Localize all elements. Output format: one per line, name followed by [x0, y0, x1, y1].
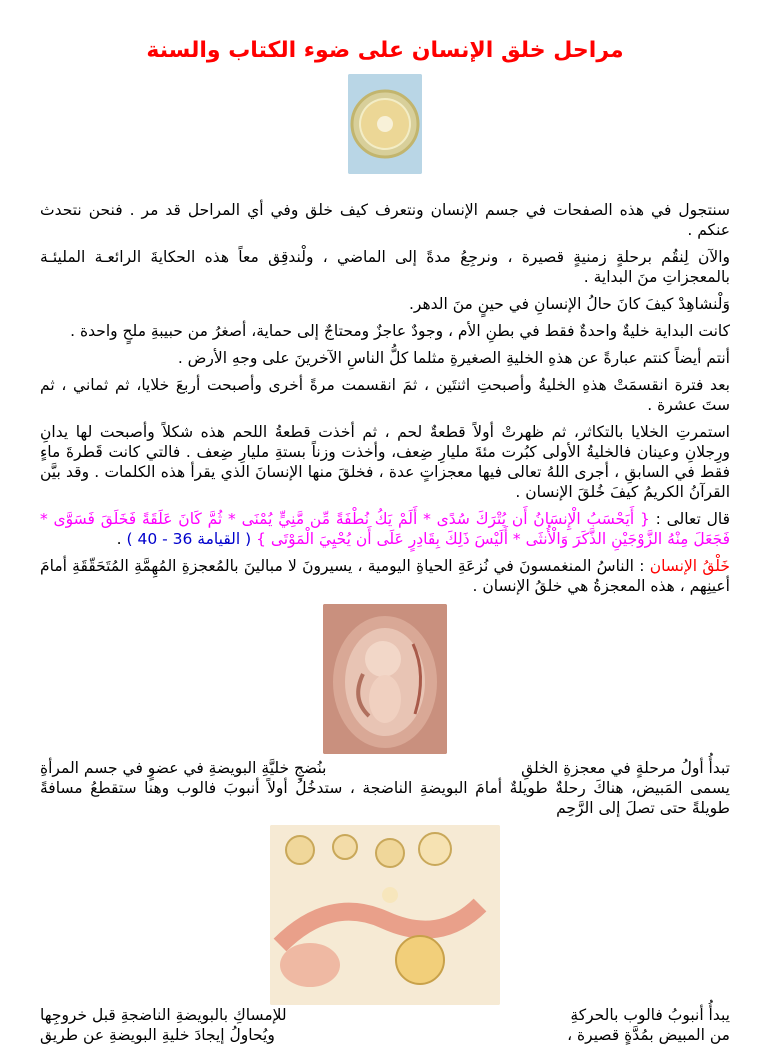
- khalq-label: خَلْقُ الإنسان: [649, 557, 730, 575]
- egg-cell-image: [348, 74, 422, 174]
- fallopian-paragraph: [40, 1005, 730, 1045]
- page-title: مراحل خلق الإنسان على ضوء الكتاب والسنة: [146, 38, 624, 63]
- ovary-line-left: بنُضجِ خليَّةِ البويضةِ في عضوٍ في جسم المرأةِ: [40, 759, 327, 777]
- quran-quote: [40, 509, 730, 549]
- ovary-paragraph: [40, 758, 730, 818]
- khalq-paragraph: [40, 556, 730, 596]
- fallopian-line-2: [40, 1025, 730, 1045]
- fallopian-line1-right: يبدأُ أنبوبُ فالوب بالحركةِ: [570, 1006, 730, 1024]
- paragraph-journey: والآن لِنقُم برحلةٍ زمنيةٍ قصيرة ، ونرجِعُ مدةً إلى الماضي ، ولْندقِق معاً هذه الحكايةَ الرائعـة المليئـة بالمعجزاتِ منَ البداية .: [40, 248, 730, 286]
- paragraph-observe: وَلْنشاهِدْ كيفَ كانَ حالُ الإنسانِ في حينٍ منَ الدهر.: [408, 295, 730, 313]
- reproductive-illustration: [270, 825, 500, 1005]
- paragraph-intro: سنتجول في هذه الصفحات في جسم الإنسان ونتعرف كيف خلق وفي أي المراحل قد مر . فنحن نتحدث عنكم .: [40, 201, 730, 239]
- quran-end: .: [116, 530, 127, 548]
- paragraph-beginning: كانت البداية خليةٌ واحدةٌ فقط في بطنِ الأم ، وجودٌ عاجزٌ ومحتاجٌ إلى حماية، أصغرُ من حبيبةِ ملحٍ واحدة .: [70, 322, 730, 340]
- paragraph-growth: استمرتِ الخلايا بالتكاثر، ثم ظهرتْ أولاً قطعةٌ لحم ، ثم أخذت قطعةُ اللحم هذه شكلاً وأصبحت لها يدانِ ورِجلانِ وعينان فالخليةُ الأولى كبُرت مئةَ مليارِ ضِعف، وأخذت وزناً بستةِ مليارِ ضِعف . فالتي كانت قَطرةَ ماءٍ فقط في السابقِ ، أجرى اللهُ تعالى فيها معجزاتٍ عدة ، فخلقَ منها الإنسانَ الذي يقرأ هذه الكلمات . وقد بيَّن القرآنُ الكريمُ كيفَ خُلقَ الإنسان .: [40, 423, 730, 501]
- document-page: [40, 30, 730, 1045]
- fetus-illustration: [323, 604, 447, 754]
- ovary-line-right: تبدأُ أولُ مرحلةٍ في معجزةِ الخلقِ: [521, 759, 730, 777]
- reproductive-system-image: [270, 825, 500, 1005]
- fetus-image: [323, 604, 447, 754]
- khalq-text: : الناسُ المنغمسونَ في نُزعَةِ الحياةِ اليومية ، يسيرونَ لا مبالينَ بالمُعجزةِ المُهِمَّةِ المُتَحَقّقَةِ أمامَ أعينِهم ، هذه المعجزةُ هي خلقُ الإنسان .: [40, 557, 730, 595]
- paragraph-you-too: أنتم أيضاً كنتم عبارةً عن هذهِ الخليةِ الصغيرةِ مثلما كلُّ الناسِ الآخرينَ على وجهِ الأرض .: [177, 349, 730, 367]
- fallopian-line-1: [40, 1005, 730, 1025]
- ovary-rest: يسمى المَبيض، هناكَ رحلةٌ طويلةٌ أمامَ البويضةِ الناضجة ، ستدخُلُ أولاً أنبوبَ فالوب وهنا ستقطعُ مسافةً طويلةً حتى تصلَ إلى الرَّحِم: [40, 779, 730, 817]
- egg-cell-illustration: [348, 74, 422, 174]
- fallopian-line2-right: من المبيضِ بمُدَّةٍ قصيرة ،: [567, 1026, 730, 1044]
- paragraph-division: بعد فترة انقسمَتْ هذهِ الخليةُ وأصبحتِ اثنتَين ، ثمَ انقسمت مرةً أخرى وأصبحت أربعَ خلايا، ثم ثماني ، ثم ستَ عشرة .: [40, 376, 730, 414]
- fallopian-line1-left: للإمساكِ بالبويضةِ الناضجةِ قبل خروجِها: [40, 1006, 287, 1024]
- quran-verse: { أَيَحْسَبُ الْإِنسَانُ أَن يُتْرَكَ سُدًى * أَلَمْ يَكُ نُطْفَةً مِّن مَّنِيٍّ يُمْنَى * ثُمَّ كَانَ عَلَقَةً فَخَلَقَ فَسَوَّى * فَجَعَلَ مِنْهُ الزَّوْجَيْنِ الذَّكَرَ وَالْأُنثَى * أَلَيْسَ ذَلِكَ بِقَادِرٍ عَلَى أَن يُحْيِيَ الْمَوْتَى }: [40, 510, 730, 548]
- quran-reference: ( القيامة 36 - 40 ): [126, 530, 252, 548]
- fallopian-line2-left: ويُحاولُ إيجادَ خليةِ البويضةِ عن طريقِ: [40, 1026, 275, 1044]
- ovary-first-line: [40, 758, 730, 778]
- quran-intro: قال تعالى :: [649, 510, 730, 528]
